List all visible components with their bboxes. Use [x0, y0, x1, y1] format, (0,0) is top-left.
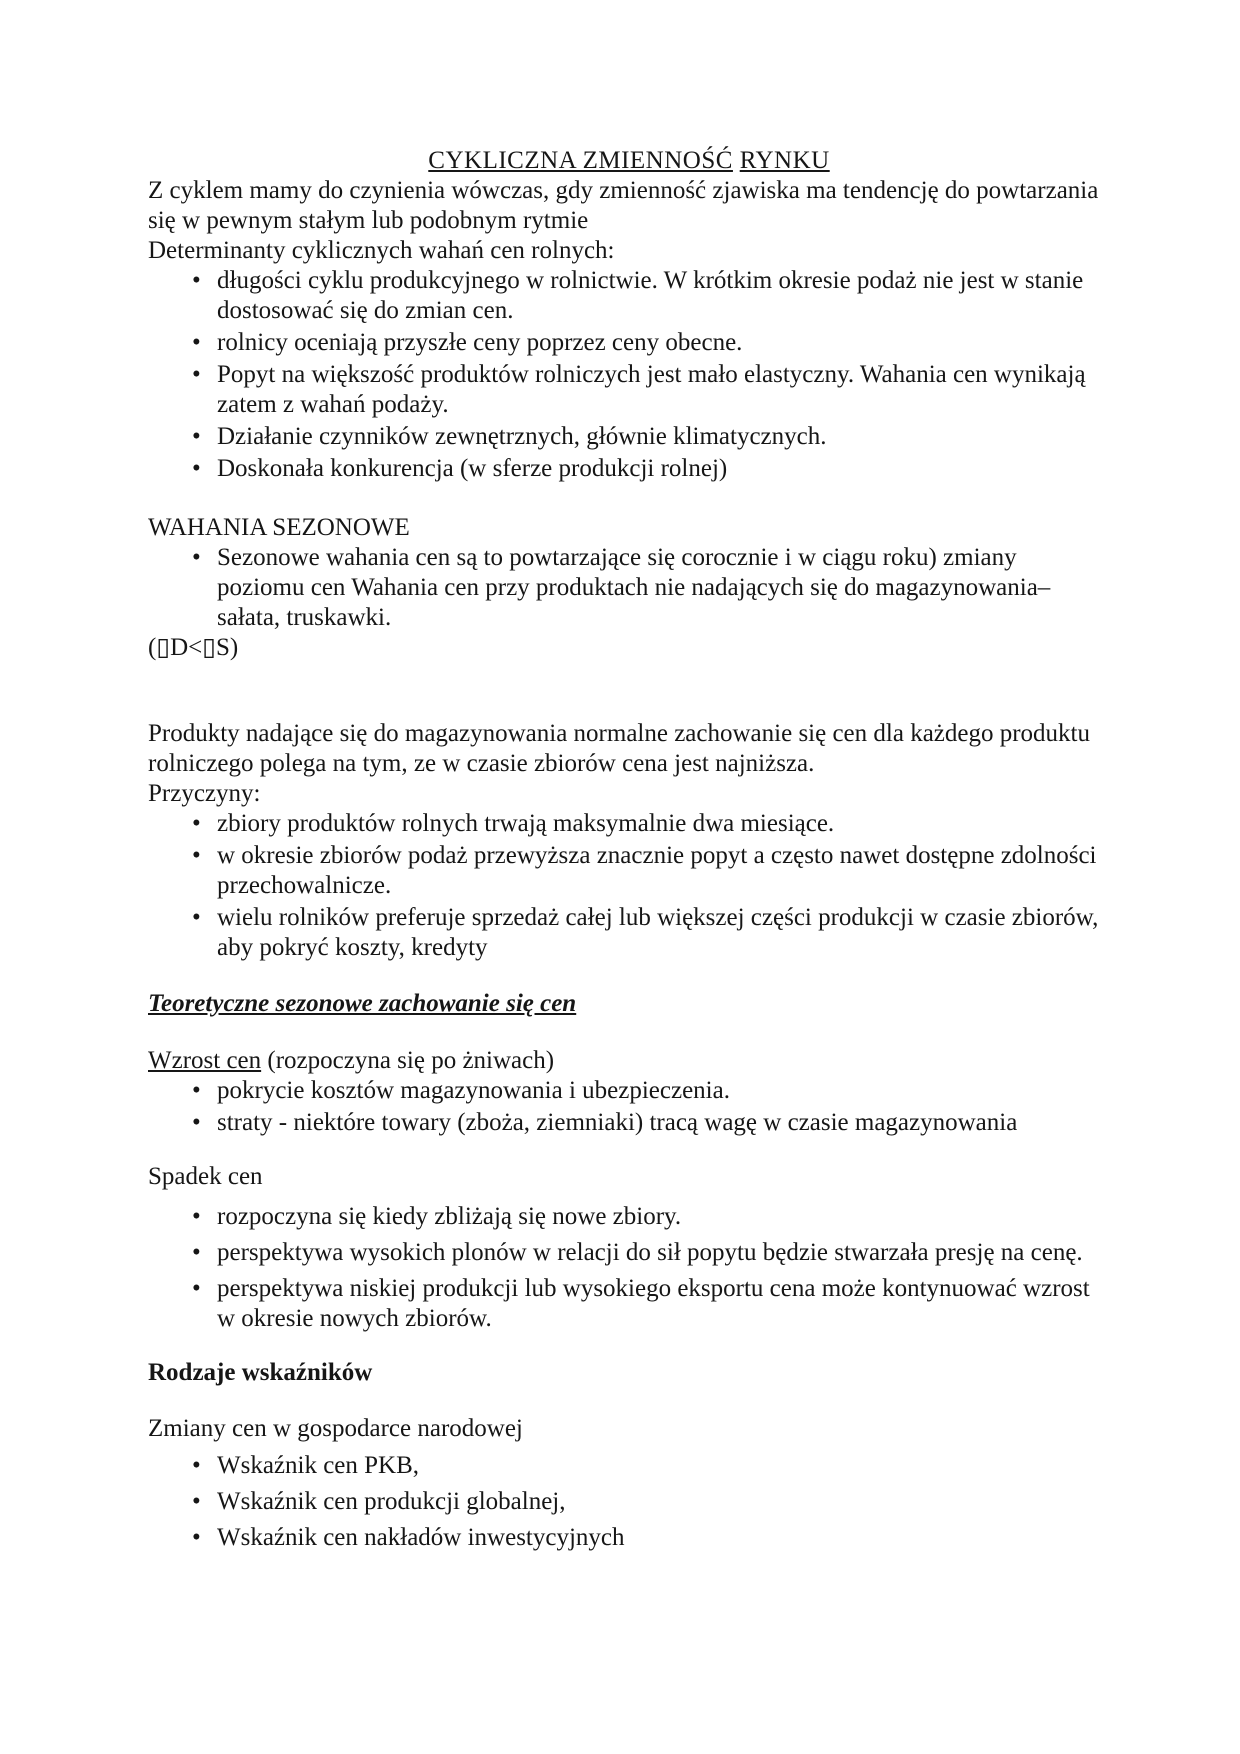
indicators-sublead: Zmiany cen w gospodarce narodowej: [148, 1415, 523, 1442]
list-item: • straty - niektóre towary (zboża, ziemniaki) tracą wagę w czasie magazynowania: [148, 1108, 1110, 1138]
price-rise-label: Wzrost cen: [148, 1047, 262, 1074]
price-rise-lead: [148, 1046, 1110, 1076]
seasonal-list: [148, 543, 1110, 633]
theory-heading: Teoretyczne sezonowe zachowanie się cen: [148, 990, 577, 1017]
list-item: • perspektywa niskiej produkcji lub wysokiego eksportu cena może kontynuować wzrost w okresie nowych zbiorów.: [148, 1274, 1110, 1334]
list-item: • Doskonała konkurencja (w sferze produkcji rolnej): [148, 454, 1110, 484]
elasticity-note: (▯D<▯S): [148, 634, 239, 661]
intro-paragraph: Z cyklem mamy do czynienia wówczas, gdy zmienność zjawiska ma tendencję do powtarzania się w pewnym stałym lub podobnym rytmie: [148, 177, 1099, 234]
list-item: • Popyt na większość produktów rolniczych jest mało elastyczny. Wahania cen wynikają zatem z wahań podaży.: [148, 360, 1110, 420]
list-item: • perspektywa wysokich plonów w relacji do sił popytu będzie stwarzała presję na cenę.: [148, 1238, 1110, 1268]
list-item: • wielu rolników preferuje sprzedaż całej lub większej części produkcji w czasie zbiorów, aby pokryć koszty, kredyty: [148, 903, 1110, 963]
list-item: • rolnicy oceniają przyszłe ceny poprzez ceny obecne.: [148, 328, 1110, 358]
reasons-lead: Przyczyny:: [148, 780, 261, 807]
determinants-list: [148, 266, 1110, 484]
reasons-list: [148, 809, 1110, 963]
determinants-lead: Determinanty cyklicznych wahań cen rolnych:: [148, 237, 615, 264]
indicators-heading: Rodzaje wskaźników: [148, 1359, 373, 1386]
list-item: • długości cyklu produkcyjnego w rolnictwie. W krótkim okresie podaż nie jest w stanie dostosować się do zmian cen.: [148, 266, 1110, 326]
list-item: • Wskaźnik cen PKB,: [148, 1451, 1110, 1481]
seasonal-heading: WAHANIA SEZONOWE: [148, 514, 410, 541]
list-item: • rozpoczyna się kiedy zbliżają się nowe zbiory.: [148, 1202, 1110, 1232]
price-fall-lead: Spadek cen: [148, 1163, 263, 1190]
list-item: • Wskaźnik cen nakładów inwestycyjnych: [148, 1523, 1110, 1553]
list-item: • zbiory produktów rolnych trwają maksymalnie dwa miesiące.: [148, 809, 1110, 839]
price-fall-list: [148, 1202, 1110, 1334]
list-item: • w okresie zbiorów podaż przewyższa znacznie popyt a często nawet dostępne zdolności przechowalnicze.: [148, 841, 1110, 901]
list-item: • Działanie czynników zewnętrznych, głównie klimatycznych.: [148, 422, 1110, 452]
list-item: • Wskaźnik cen produkcji globalnej,: [148, 1487, 1110, 1517]
indicators-list: [148, 1451, 1110, 1553]
price-rise-list: [148, 1076, 1110, 1138]
page-title: [148, 146, 1110, 176]
page-title-tail: RYNKU: [739, 147, 830, 174]
page-title-main: CYKLICZNA ZMIENNOŚĆ: [428, 147, 733, 174]
list-item: • pokrycie kosztów magazynowania i ubezpieczenia.: [148, 1076, 1110, 1106]
list-item: • Sezonowe wahania cen są to powtarzające się corocznie i w ciągu roku) zmiany poziomu cen Wahania cen przy produktach nie nadających się do magazynowania– sałata, truskawki.: [148, 543, 1110, 633]
price-rise-suffix: (rozpoczyna się po żniwach): [261, 1047, 555, 1074]
storage-paragraph: Produkty nadające się do magazynowania normalne zachowanie się cen dla każdego produktu rolniczego polega na tym, ze w czasie zbiorów cena jest najniższa.: [148, 720, 1091, 777]
